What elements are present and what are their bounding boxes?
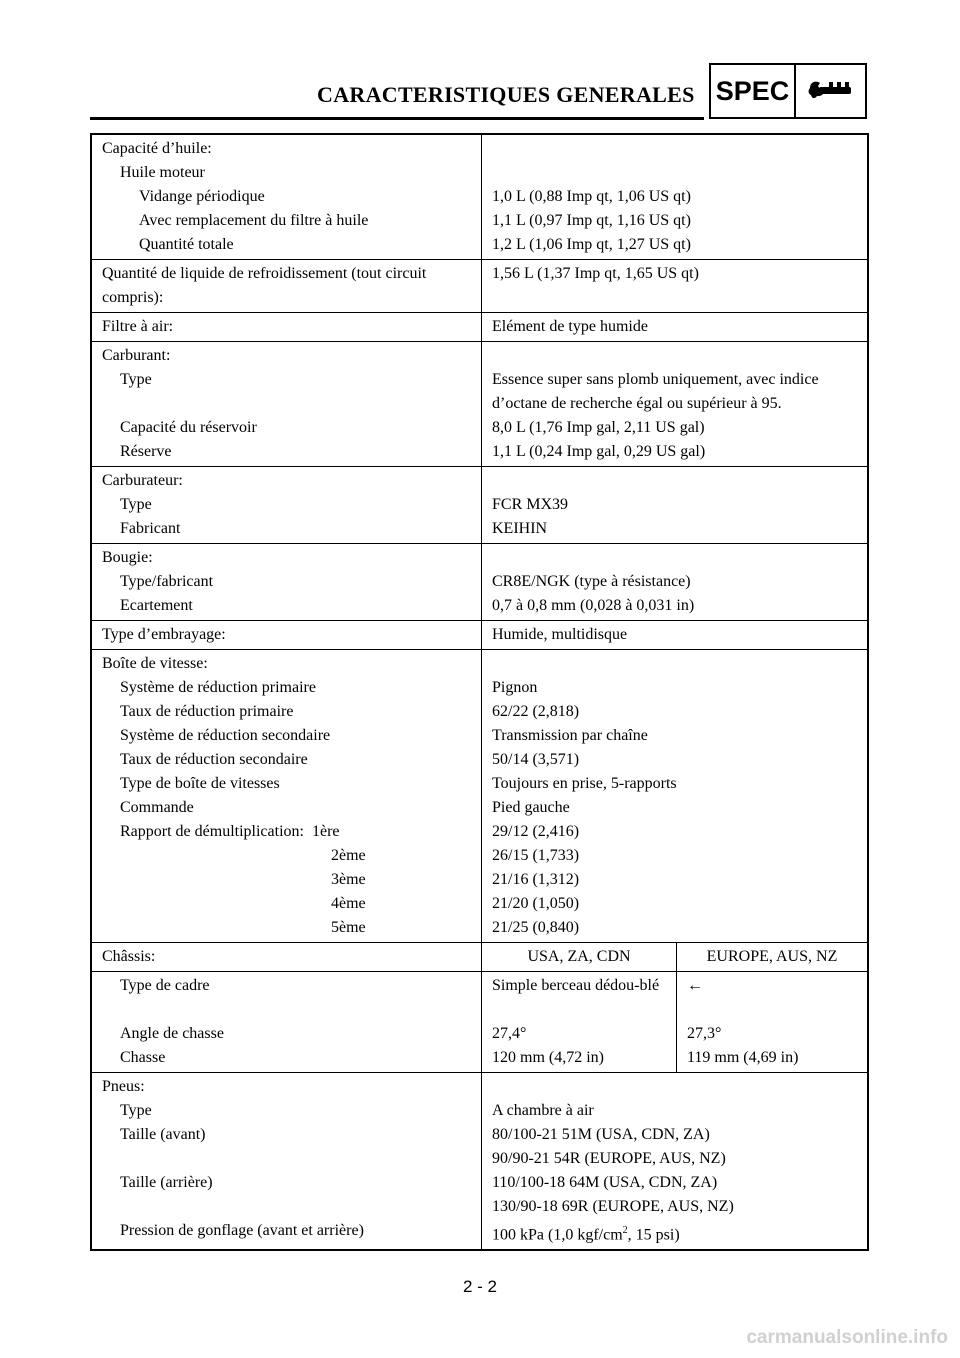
spec-table [90, 133, 869, 1251]
gearbox-row-value: Transmission par chaîne [492, 727, 648, 744]
carburetor-type-value: FCR MX39 [492, 496, 569, 513]
tires-rear-value: 110/100-18 64M (USA, CDN, ZA) [492, 1174, 718, 1191]
caster-value-b: 27,3° [687, 1025, 722, 1042]
oil-row-label: Quantité totale [139, 236, 234, 253]
spec-row-carburetor [91, 467, 868, 544]
spec-row-chassis-header [91, 943, 868, 972]
carburetor-type-label: Type [120, 496, 152, 513]
tires-type-label: Type [120, 1102, 152, 1119]
carburetor-label: Carburateur: [102, 472, 183, 489]
gearbox-row-label: Système de réduction primaire [120, 679, 316, 696]
gearbox-row-label: Type de boîte de vitesses [120, 775, 280, 792]
carburetor-maker-value: KEIHIN [492, 520, 548, 537]
chassis-col-a: USA, ZA, CDN [527, 948, 631, 965]
spec-row-fuel [91, 342, 868, 467]
tires-label: Pneus: [102, 1078, 145, 1095]
tires-type-value: A chambre à air [492, 1102, 594, 1119]
coolant-value: 1,56 L (1,37 Imp qt, 1,65 US qt) [492, 265, 699, 282]
gearbox-label: Boîte de vitesse: [102, 655, 208, 672]
tires-pressure-value: 100 kPa (1,0 kgf/$cm^2$, 15 psi) [492, 1225, 680, 1244]
oil-sub-label: Huile moteur [120, 164, 205, 181]
spec-label: SPEC [711, 65, 796, 117]
gearbox-row-label: Taux de réduction secondaire [120, 751, 308, 768]
watermark[interactable]: carmanualsonline.info [746, 1327, 948, 1348]
gear-name: 5ème [331, 919, 366, 936]
gearbox-row-value: Toujours en prise, 5-rapports [492, 775, 677, 792]
header-rule [90, 117, 704, 120]
caster-value-a: 27,4° [492, 1025, 527, 1042]
fuel-reserve-value: 1,1 L (0,24 Imp gal, 0,29 US gal) [492, 443, 706, 460]
gear-name: 2ème [331, 847, 366, 864]
trail-value-a: 120 mm (4,72 in) [492, 1049, 604, 1066]
tires-front-value: 90/90-21 54R (EUROPE, AUS, NZ) [492, 1150, 726, 1167]
air-filter-label: Filtre à air: [102, 318, 174, 335]
gear-ratio-value: 21/20 (1,050) [492, 895, 580, 912]
caster-label: Angle de chasse [120, 1025, 224, 1042]
air-filter-value: Elément de type humide [492, 318, 648, 335]
gearbox-row-value: 62/22 (2,818) [492, 703, 580, 720]
gear-ratio-value: 21/16 (1,312) [492, 871, 580, 888]
spark-plug-gap-label: Ecartement [120, 597, 193, 614]
clutch-label: Type d’embrayage: [102, 626, 226, 643]
section-badge [709, 63, 867, 119]
chassis-label: Châssis: [102, 948, 156, 965]
spec-row-clutch [91, 621, 868, 650]
spec-row-spark-plug [91, 544, 868, 621]
oil-label: Capacité d’huile: [102, 140, 212, 157]
spark-plug-gap-value: 0,7 à 0,8 mm (0,028 à 0,031 in) [492, 597, 695, 614]
gearbox-row-label: Système de réduction secondaire [120, 727, 331, 744]
tires-rear-label: Taille (arrière) [120, 1174, 213, 1191]
gear-ratio-value: 29/12 (2,416) [492, 823, 580, 840]
frame-value-a: Simple berceau dédou-blé [492, 977, 660, 994]
tires-rear-value: 130/90-18 69R (EUROPE, AUS, NZ) [492, 1198, 734, 1215]
gearbox-row-value: Pied gauche [492, 799, 570, 816]
spec-row-coolant [91, 260, 868, 313]
gearbox-row-label: Taux de réduction primaire [120, 703, 294, 720]
fuel-type-value: Essence super sans plomb uniquement, avec indice d’octane de recherche égal ou supérieur à 95. [492, 371, 819, 412]
spec-row-chassis [91, 972, 868, 1073]
spark-plug-label: Bougie: [102, 549, 153, 566]
fuel-reserve-label: Réserve [120, 443, 172, 460]
spark-plug-type-label: Type/fabricant [120, 573, 214, 590]
tires-pressure-label: Pression de gonflage (avant et arrière) [120, 1222, 364, 1239]
spark-plug-type-value: CR8E/NGK (type à résistance) [492, 573, 691, 590]
gearbox-row-label: Commande [120, 799, 194, 816]
spec-row-tires [91, 1073, 868, 1251]
trail-value-b: 119 mm (4,69 in) [687, 1049, 799, 1066]
gear-ratio-value: 26/15 (1,733) [492, 847, 580, 864]
spec-row-air-filter [91, 313, 868, 342]
spec-row-oil [91, 134, 868, 260]
carburetor-maker-label: Fabricant [120, 520, 181, 537]
fuel-type-label: Type [120, 371, 152, 388]
oil-row-label: Avec remplacement du filtre à huile [139, 212, 369, 229]
spec-row-gearbox [91, 650, 868, 943]
oil-row-value: 1,2 L (1,06 Imp qt, 1,27 US qt) [492, 236, 691, 253]
gearbox-row-value: 50/14 (3,571) [492, 751, 580, 768]
frame-value-b: ← [687, 977, 703, 994]
gear-ratio-label: Rapport de démultiplication: [120, 823, 304, 840]
wrench-icon [796, 65, 865, 117]
oil-row-value: 1,0 L (0,88 Imp qt, 1,06 US qt) [492, 188, 691, 205]
gear-name: 4ème [331, 895, 366, 912]
fuel-tank-label: Capacité du réservoir [120, 419, 257, 436]
page-title: CARACTERISTIQUES GENERALES [317, 82, 695, 107]
fuel-tank-value: 8,0 L (1,76 Imp gal, 2,11 US gal) [492, 419, 705, 436]
gearbox-row-value: Pignon [492, 679, 538, 696]
oil-row-label: Vidange périodique [139, 188, 265, 205]
page-number: 2 - 2 [462, 1277, 498, 1296]
tires-front-value: 80/100-21 51M (USA, CDN, ZA) [492, 1126, 710, 1143]
chassis-col-b: EUROPE, AUS, NZ [706, 948, 838, 965]
frame-label: Type de cadre [120, 977, 210, 994]
gear-ratio-value: 21/25 (0,840) [492, 919, 580, 936]
gear-name: 1ère [311, 823, 340, 840]
tires-front-label: Taille (avant) [120, 1126, 206, 1143]
oil-row-value: 1,1 L (0,97 Imp qt, 1,16 US qt) [492, 212, 691, 229]
trail-label: Chasse [120, 1049, 166, 1066]
gear-name: 3ème [331, 871, 366, 888]
fuel-label: Carburant: [102, 347, 171, 364]
clutch-value: Humide, multidisque [492, 626, 628, 643]
coolant-label: Quantité de liquide de refroidissement (tout circuit compris): [102, 265, 427, 306]
